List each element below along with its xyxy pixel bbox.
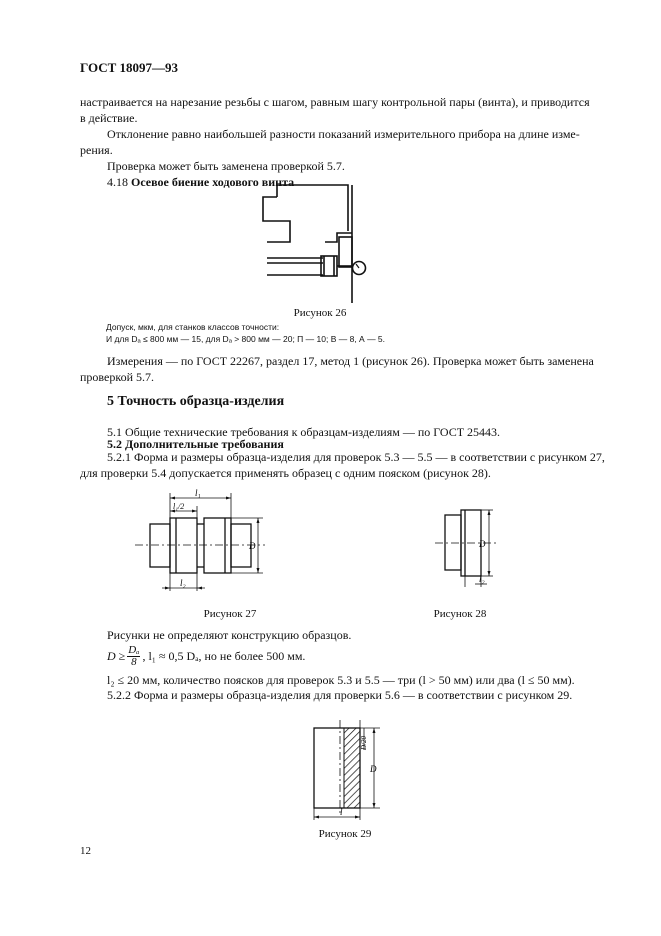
fig28-D-label: D <box>479 539 486 549</box>
section-5-2-1-line-2: для проверки 5.4 допускается применять образец с одним пояском (рисунок 28). <box>80 466 491 480</box>
figure-26-drawing <box>255 185 385 305</box>
section-5-2-1 <box>80 449 612 481</box>
paragraph-2 <box>80 126 612 158</box>
document-header: ГОСТ 18097—93 <box>80 60 179 75</box>
section-title: Осевое биение ходового винта <box>131 175 295 189</box>
section-number: 4.18 <box>107 175 128 189</box>
fig28-l2-label: l₂ <box>479 574 485 584</box>
fig27-D-label: D <box>249 541 256 551</box>
fig27-l1-half-label: l₁/2 <box>173 502 185 511</box>
tolerance-line-1: Допуск, мкм, для станков классов точности: <box>106 322 280 332</box>
l2-note: l₂ ≤ 20 мм, количество поясков для проверок 5.3 и 5.5 — три (l > 50 мм) или два (l ≤ 50 мм). <box>107 673 575 687</box>
formula-numerator: Dₐ <box>128 643 140 656</box>
fig29-l-label: l <box>340 807 343 817</box>
figure-27-drawing <box>135 488 270 598</box>
formula-suffix: , l₁ ≈ 0,5 Dₐ, но не более 500 мм. <box>142 649 306 663</box>
figure-29-drawing <box>300 720 390 825</box>
section-5-2-heading: 5.2 Дополнительные требования <box>107 437 284 451</box>
measurement-paragraph <box>80 353 612 385</box>
measurement-line-2: проверкой 5.7. <box>80 370 154 384</box>
paragraph-1 <box>80 94 612 126</box>
figure-29-caption: Рисунок 29 <box>318 828 372 840</box>
paragraph-3: Проверка может быть заменена проверкой 5.7. <box>107 159 345 173</box>
figure-26-caption: Рисунок 26 <box>293 307 347 319</box>
formula-line <box>107 643 305 669</box>
figure-28-drawing <box>435 505 500 590</box>
formula-denominator: 8 <box>131 655 137 668</box>
formula-prefix: D ≥ <box>107 649 126 663</box>
paragraph-2-line-2: рения. <box>80 143 113 157</box>
measurement-line-1: Измерения — по ГОСТ 22267, раздел 17, метод 1 (рисунок 26). Проверка может быть заменена <box>107 354 594 368</box>
paragraph-1-line-1: настраивается на нарезание резьбы с шагом, равным шагу контрольной пары (винта), и приводится <box>80 95 590 109</box>
fig27-l1-label: l₁ <box>195 488 201 498</box>
figures-note: Рисунки не определяют конструкцию образцов. <box>107 628 352 642</box>
section-5-2-2: 5.2.2 Форма и размеры образца-изделия для проверки 5.6 — в соответствии с рисунком 29. <box>107 688 573 702</box>
fig27-l2-label: l₂ <box>180 578 186 588</box>
page-number: 12 <box>80 845 91 857</box>
section-5-2-1-line-1: 5.2.1 Форма и размеры образца-изделия для проверок 5.3 — 5.5 — в соответствии с рисунком 27, <box>107 450 605 464</box>
paragraph-2-line-1: Отклонение равно наибольшей разности показаний измерительного прибора на длине изме- <box>107 127 580 141</box>
section-5-heading: 5 Точность образца-изделия <box>107 394 285 409</box>
fig29-D-label: D <box>370 764 377 774</box>
formula-fraction <box>127 645 140 668</box>
section-5-1: 5.1 Общие технические требования к образцам-изделиям — по ГОСТ 25443. <box>107 425 501 439</box>
figure-27-caption: Рисунок 27 <box>203 608 257 620</box>
tolerance-line-2: И для Dₐ ≤ 800 мм — 15, для Dₐ > 800 мм — 20; П — 10; В — 8, А — 5. <box>106 334 386 344</box>
paragraph-1-line-2: в действие. <box>80 111 138 125</box>
fig29-D20-label: D/20 <box>360 736 368 750</box>
figure-28-caption: Рисунок 28 <box>433 608 487 620</box>
